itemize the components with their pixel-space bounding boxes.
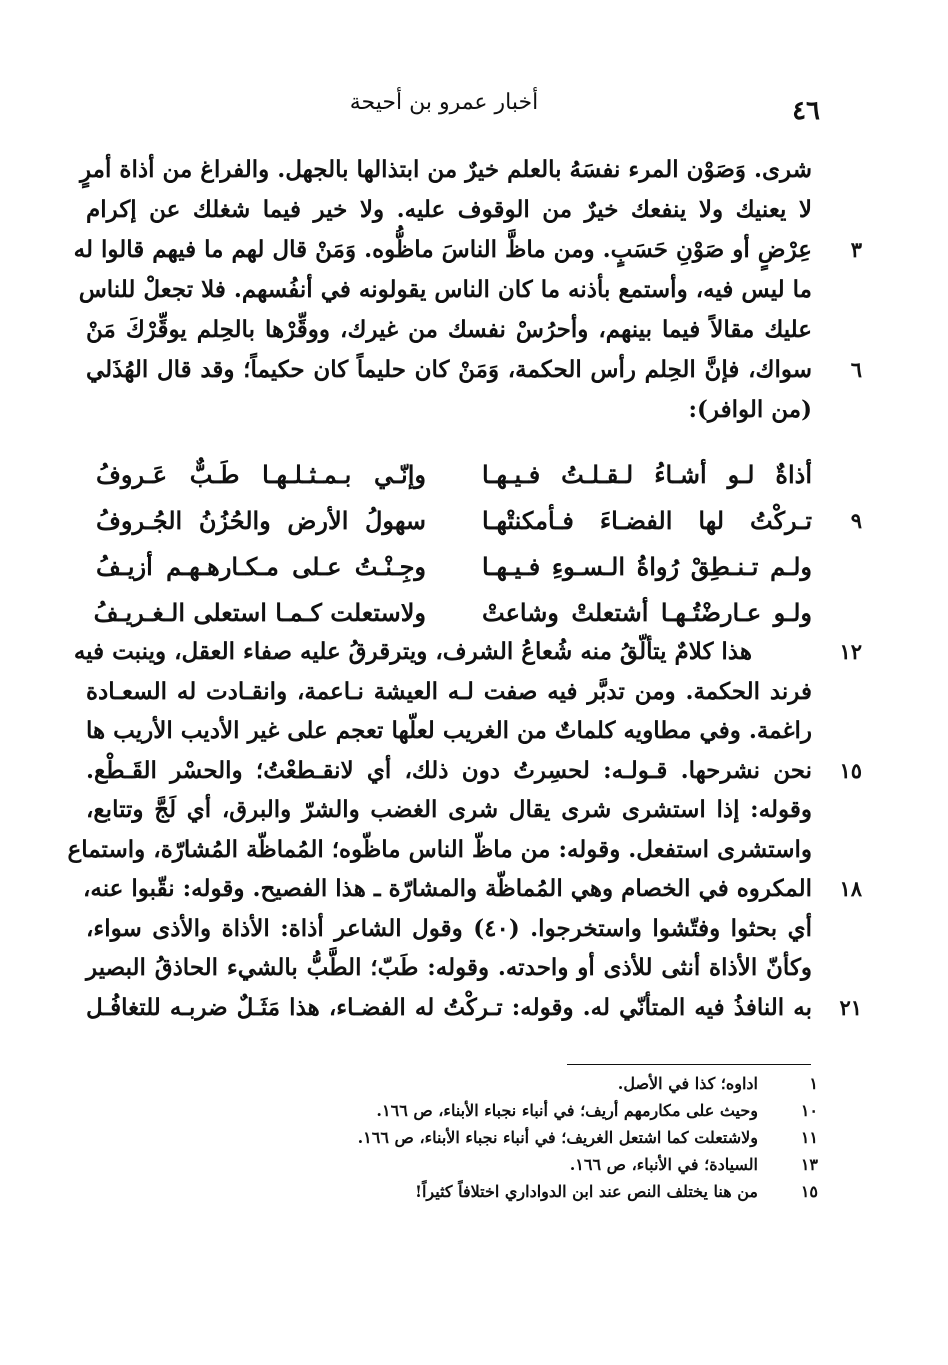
- text-line: [86, 751, 862, 791]
- prose-block-1: [73, 150, 862, 430]
- footnotes: [280, 1070, 818, 1205]
- poem-verse: [86, 544, 812, 590]
- text-line: [82, 869, 862, 909]
- line-number: ١٢: [839, 639, 862, 664]
- footnote: [280, 1097, 818, 1124]
- line-number: ١٨: [839, 876, 862, 901]
- verse-second-hemistich: سهولُ الأرض والحُزُنُ الجُـروفُ: [96, 506, 426, 535]
- poem-block: [86, 452, 862, 636]
- poem-verse: [86, 452, 812, 498]
- verse-first-hemistich: ولـو عـارضْتُـهـا أشتعلتْ وشاعتْ: [482, 598, 812, 627]
- line-text: عليك مقالاً فيما بينهم، وأحرُسْ نفسك من غيرك، ووقِّرْها بالحِلم يوقِّرْكَ مَنْ: [86, 316, 812, 343]
- line-text: أي بحثوا وفتّشوا واستخرجوا. (٤٠) وقول الشاعر أذاة: الأذاة والأذى سواء،: [86, 914, 812, 942]
- running-title: أخبار عمرو بن أحيحة: [349, 90, 539, 115]
- footnote-divider: [567, 1064, 811, 1065]
- footnote-text: ولاشتعلت كما اشتعل الغريف؛ في أنباء نجباء الأبناء، ص ١٦٦.: [357, 1128, 758, 1147]
- text-line: [86, 190, 812, 230]
- footnote-number: ١: [809, 1074, 818, 1093]
- footnote-number: ١٣: [800, 1155, 818, 1174]
- footnote-text: السيادة؛ في الأنباء، ص ١٦٦.: [569, 1155, 758, 1174]
- footnote-text: من هنا يختلف النص عند ابن الدواداري اختلافاً كثيراً!: [414, 1182, 758, 1201]
- footnote-number: ١٥: [800, 1182, 818, 1201]
- line-text: راغمة. وفي مطاويه كلماتٌ من الغريب لعلّها تعجم على غير الأديب الأريب ها: [86, 717, 812, 744]
- line-text: به النافذُ فيه المتأنّي له. وقوله: تـركْتُ له الفضـاء، هذا مَثَـلٌ ضربـه للتغافُـل: [86, 993, 812, 1021]
- line-text: فرند الحكمة. ومن تدبَّر فيه صفت لـه العيشة نـاعمة، وانقـادت له السعـادة: [86, 677, 812, 705]
- text-line: [86, 310, 812, 350]
- text-line: [86, 350, 862, 390]
- footnote-text: اداوه؛ كذا في الأصل.: [617, 1074, 758, 1093]
- line-text: المكروه في الخصام وهي المُماظّة والمشارّة ـ هذا الفصيح. وقوله: نقّبوا عنه،: [82, 875, 812, 902]
- footnote: [280, 1070, 818, 1097]
- line-text: ما ليس فيه، وأستمع بأذنه ما كان الناس يقولونه في أنفُسهم. فلا تجعلْ للناس: [78, 276, 812, 303]
- verse-first-hemistich: ولـم تـنـطِقْ رُواةُ الـسـوءِ فـيـهـا: [482, 552, 812, 581]
- meter-label: (من الوافر):: [688, 396, 812, 423]
- text-line: [86, 390, 812, 430]
- text-line: [86, 711, 812, 751]
- poem-verse: [86, 498, 862, 544]
- line-text: عِرْضٍ أو صَوْنِ حَسَبٍ. ومن ماظَّ الناسَ ماظُّوه. وَمَنْ قال لهم ما فيهم قالوا له: [73, 236, 812, 263]
- text-line: [73, 230, 862, 270]
- text-line: [67, 830, 812, 870]
- line-number: ٩: [850, 508, 862, 533]
- text-line: [86, 790, 812, 830]
- footnote-number: ١٠: [800, 1101, 818, 1120]
- line-text: نحن نشرحها. قـولـه: لحسِرتُ دون ذلك، أي لانقـطعْتُ؛ والحسْر القَـطْع.: [86, 756, 812, 784]
- line-text: سواك، فإنَّ الحِلم رأس الحكمة، وَمَنْ كان حليماً كان حكيماً؛ وقد قال الهُذَلي: [86, 356, 812, 383]
- page-number: ٤٦: [792, 96, 820, 126]
- verse-first-hemistich: أذاةٌ لـو أشـاءُ لـقـلـتُ فـيـهـا: [482, 460, 812, 489]
- footnote: [280, 1151, 818, 1178]
- verse-first-hemistich: تـركْتُ لها الفضـاءَ فـأمكنتْهـا: [482, 506, 812, 535]
- line-text: هذا كلامٌ يتألّقُ منه شُعاعُ الشرف، ويترقرقُ عليه صفاء العقل، وينبت فيه: [73, 638, 752, 665]
- text-line: [86, 909, 812, 949]
- verse-second-hemistich: وإنّـي بـمـثـلـهـا طَـبٌّ عَـروفُ: [96, 460, 426, 489]
- line-text: شرى. وَصَوْن المرء نفسَهُ بالعلم خيرٌ من ابتذالها بالجهل. والفراغ من أذاة أمرٍ: [79, 156, 812, 183]
- footnote-text: وحيث على مكارمهم أريف؛ في أنباء نجباء الأبناء، ص ١٦٦.: [376, 1101, 758, 1120]
- text-line: [86, 988, 862, 1028]
- text-line: [73, 632, 862, 672]
- text-line: [86, 672, 812, 712]
- line-text: وكأنّ الأذاة أنثى للأذى أو واحدته. وقوله: طَبّ؛ الطَّبُّ بالشيء الحاذقُ البصير: [86, 954, 812, 981]
- poem-verse: [86, 590, 812, 636]
- prose-block-2: [67, 632, 862, 1027]
- line-number: ٣: [850, 237, 862, 262]
- verse-second-hemistich: وجِـنْـتُ عـلى مـكـارهـهـم أزيـفُ: [96, 552, 426, 581]
- text-line: [78, 270, 812, 310]
- line-text: وقوله: إذا استشرى شرى يقال شرى الغضب والشرّ والبرق، أي لَجَّ وتتابع،: [86, 796, 812, 823]
- line-text: لا يعنيك ولا ينفعك خيرٌ من الوقوف عليه. ولا خير فيما شغلك عن إكرام: [86, 196, 812, 223]
- line-text: واستشرى استفعل. وقوله: من ماظّ الناس ماظّوه؛ المُماظّة المُشارّة، واستماع: [67, 835, 812, 863]
- footnote-number: ١١: [800, 1128, 818, 1147]
- verse-second-hemistich: ولاستعلت كـمـا استعلى الـغـريـفُ: [93, 598, 426, 627]
- text-line: [79, 150, 812, 190]
- line-number: ٢١: [839, 994, 862, 1020]
- footnote: [280, 1124, 818, 1151]
- line-number: ٦: [850, 357, 862, 382]
- footnote: [280, 1178, 818, 1205]
- line-number: ١٥: [839, 757, 862, 783]
- text-line: [86, 948, 812, 988]
